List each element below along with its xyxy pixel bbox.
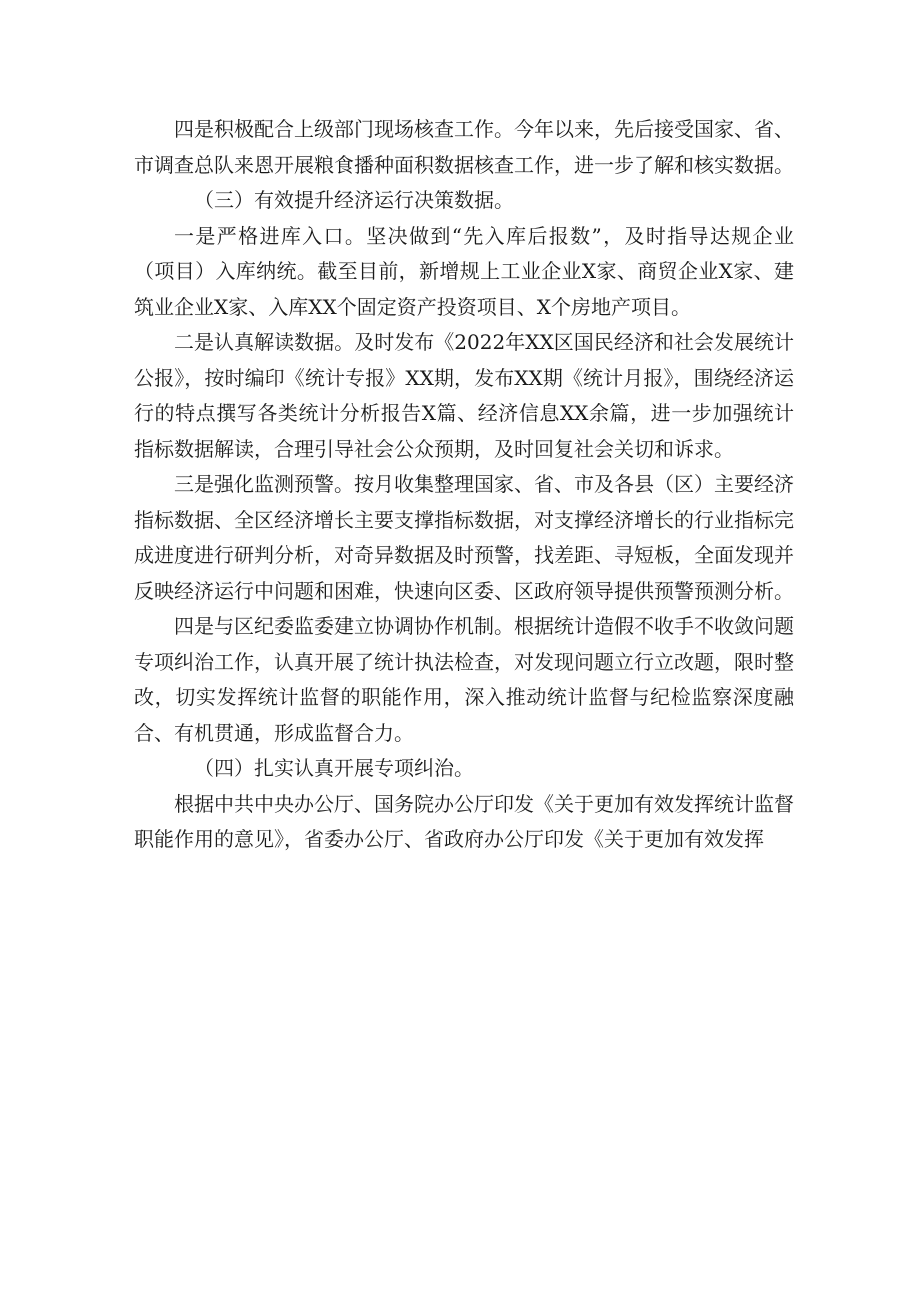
section-heading-3: （三）有效提升经济运行决策数据。 bbox=[194, 188, 514, 212]
paragraph-special-rectification: 根据中共中央办公厅、国务院办公厅印发《关于更加有效发挥统计监督职能作用的意见》，省委办公厅、省政府办公厅印发《关于更加有效发挥 bbox=[134, 791, 794, 851]
paragraph-monitoring-warning: 三是强化监测预警。按月收集整理国家、省、市及各县（区）主要经济指标数据、全区经济增长主要支撑指标数据，对支撑经济增长的行业指标完成进度进行研判分析，对奇异数据及时预警，找差距、寻短板，全面发现并反映经济运行中问题和困难，快速向区委、区政府领导提供预警预测分析。 bbox=[134, 472, 794, 603]
paragraph-coordination-mechanism: 四是与区纪委监委建立协调协作机制。根据统计造假不收手不收敛问题专项纠治工作，认真开展了统计执法检查，对发现问题立行立改题，限时整改，切实发挥统计监督的职能作用，深入推动统计监督与纪检监察深度融合、有机贯通，形成监督合力。 bbox=[134, 614, 794, 745]
document-body bbox=[134, 112, 794, 858]
paragraph-verification: 四是积极配合上级部门现场核查工作。今年以来，先后接受国家、省、市调查总队来恩开展粮食播种面积数据核查工作，进一步了解和核实数据。 bbox=[134, 117, 794, 177]
section-heading-4: （四）扎实认真开展专项纠治。 bbox=[194, 756, 474, 780]
paragraph-storage-entry: 一是严格进库入口。坚决做到“先入库后报数”，及时指导达规企业（项目）入库纳统。截至目前，新增规上工业企业X家、商贸企业X家、建筑业企业X家、入库XX个固定资产投资项目、X个房地产项目。 bbox=[134, 223, 794, 319]
paragraph-data-interpretation: 二是认真解读数据。及时发布《2022年XX区国民经济和社会发展统计公报》，按时编印《统计专报》XX期，发布XX期《统计月报》，围绕经济运行的特点撰写各类统计分析报告X篇、经济信息XX余篇，进一步加强统计指标数据解读，合理引导社会公众预期，及时回复社会关切和诉求。 bbox=[134, 330, 794, 461]
